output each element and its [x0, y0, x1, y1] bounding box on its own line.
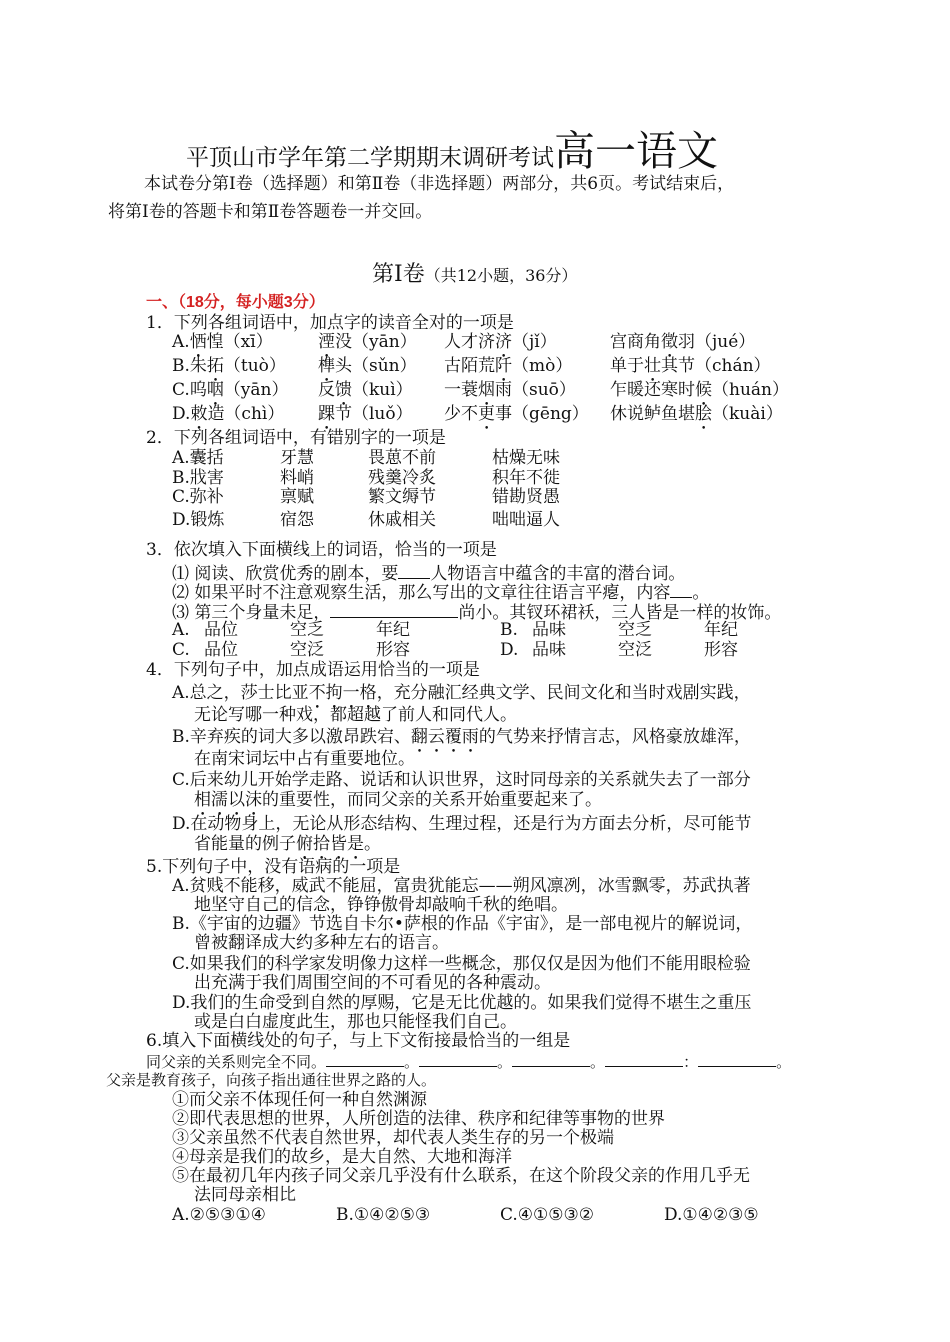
q3-sentence-2: ⑵ 如果平时不注意观察生活，那么写出的文章往往语言平瘪，内容 。 — [172, 583, 710, 603]
q1-option-d: D.敕造（chì） — [172, 404, 285, 424]
q3-sentence-1: ⑴ 阅读、欣赏优秀的剧本，要 人物语言中蕴含的丰富的潜台词。 — [172, 564, 686, 584]
q3-option-b: B. — [500, 620, 518, 640]
q4-option-a-line1: A.总之，莎士比亚不拘一格，充分融汇经典文学、民间文化和当时戏剧实践， — [172, 683, 751, 703]
q5-option-a-line1: A.贫贱不能移，威武不能屈，富贵犹能忘——朔风凛冽，冰雪飘零，苏武执著 — [172, 876, 751, 896]
q3-option-c: C. — [172, 640, 190, 660]
q4-option-d-line1: D.在动物身上，无论从形态结构、生理过程，还是行为方面去分析，尽可能节 — [172, 814, 752, 834]
q2-option-c: C.弥补 — [172, 487, 224, 507]
q2-option-d-2: 宿怨 — [280, 510, 314, 530]
title-big: 高一语文 — [554, 127, 718, 175]
q4-stem: 4．下列句子中，加点成语运用恰当的一项是 — [146, 660, 480, 680]
intro-line-2: 将第Ⅰ卷的答题卡和第Ⅱ卷答题卷一并交回。 — [108, 202, 433, 222]
q3-option-c-w2: 空泛 — [290, 640, 324, 660]
q3-option-d-w1: 品味 — [532, 640, 566, 660]
q1-option-c-4: 乍暖还寒时候（huán） — [610, 380, 789, 400]
q1-option-c-2: 反馈（kuì） — [318, 380, 413, 400]
q5-option-b-line1: B.《宇宙的边疆》节选自卡尔•萨根的作品《宇宙》，是一部电视片的解说词， — [172, 914, 753, 934]
q4-option-d-line2: 省能量的例子俯拾皆是。 — [194, 834, 381, 854]
q6-blank-2 — [419, 1050, 497, 1067]
q3-option-c-w3: 形容 — [376, 640, 410, 660]
q3-option-a: A. — [172, 620, 190, 640]
q3-option-d-w3: 形容 — [704, 640, 738, 660]
q2-option-a-3: 畏葸不前 — [368, 448, 436, 468]
q1-option-a: A.恓惶（xī） — [172, 332, 273, 352]
q5-option-d-line1: D.我们的生命受到自然的厚赐，它是无比优越的。如果我们觉得不堪生之重压 — [172, 993, 752, 1013]
q6-item-1: ①而父亲不体现任何一种自然渊源 — [172, 1090, 427, 1110]
q1-option-a-3: 人才济济（jǐ） — [444, 332, 557, 352]
q2-option-a-2: 牙慧 — [280, 448, 314, 468]
q5-option-d-line2: 或是白白虚度此生，那也只能怪我们自己。 — [194, 1012, 517, 1032]
q1-option-d-3: 少不更事（gēng） — [444, 404, 589, 424]
q3-stem: 3．依次填入下面横线上的词语，恰当的一项是 — [146, 540, 497, 560]
volume-heading — [372, 257, 577, 288]
q2-option-c-3: 繁文缛节 — [368, 487, 436, 507]
q1-option-c-3: 一蓑烟雨（suō） — [444, 380, 576, 400]
q5-option-c-line2: 出充满于我们周围空间的不可看见的各种震动。 — [194, 973, 551, 993]
q4-option-c-line1: C.后来幼儿开始学走路、说话和认识世界，这时同母亲的关系就失去了一部分 — [172, 770, 751, 790]
q1-stem: 1．下列各组词语中，加点字的读音全对的一项是 — [146, 313, 514, 333]
q3-blank-3 — [330, 601, 458, 618]
q2-option-c-4: 错勘贤愚 — [492, 487, 560, 507]
q1-option-b: B.朱拓（tuò） — [172, 356, 286, 376]
q6-option-c: C.④①⑤③② — [500, 1205, 595, 1225]
q6-passage-line1: 同父亲的关系则完全不同。 。 。 。 ： 。 — [146, 1050, 791, 1072]
q6-option-d: D.①④②③⑤ — [664, 1205, 759, 1225]
q6-blank-3 — [512, 1050, 590, 1067]
q2-option-b-3: 残羹冷炙 — [368, 468, 436, 488]
volume-sub: （共12小题，36分） — [424, 266, 578, 285]
q2-option-b: B.戕害 — [172, 468, 224, 488]
q3-option-b-w2: 空乏 — [618, 620, 652, 640]
q4-option-c-line2: 相濡以沫的重要性，而同父亲的关系开始重要起来了。 — [194, 790, 602, 810]
title-small: 平顶山市学年第二学期期末调研考试 — [186, 145, 554, 171]
q6-item-3: ③父亲虽然不代表自然世界，却代表人类生存的另一个极端 — [172, 1128, 614, 1148]
intro-line-1: 本试卷分第Ⅰ卷（选择题）和第Ⅱ卷（非选择题）两部分，共6页。考试结束后， — [144, 174, 735, 194]
q3-blank-2 — [670, 581, 692, 598]
q6-passage-line2: 父亲是教育孩子，向孩子指出通往世界之路的人。 — [106, 1071, 437, 1089]
q1-option-b-2: 榫头（sǔn） — [318, 356, 417, 376]
q3-option-d-w2: 空泛 — [618, 640, 652, 660]
q6-stem: 6.填入下面横线处的句子，与上下文衔接最恰当的一组是 — [146, 1031, 571, 1051]
q2-option-d-4: 咄咄逼人 — [492, 510, 560, 530]
q3-sentence-3: ⑶ 第三个身量未足， 尚小。其钗环裙袄，三人皆是一样的妆饰。 — [172, 603, 782, 623]
q2-option-a-4: 枯燥无味 — [492, 448, 560, 468]
q1-option-c: C.呜咽（yān） — [172, 380, 289, 400]
q3-option-c-w1: 品位 — [204, 640, 238, 660]
q6-blank-5 — [698, 1050, 776, 1067]
q3-option-a-w1: 品位 — [204, 620, 238, 640]
q6-item-5-cont: 法同母亲相比 — [194, 1185, 296, 1205]
q3-option-a-w2: 空乏 — [290, 620, 324, 640]
q4-option-b-line2: 在南宋词坛中占有重要地位。 — [194, 749, 415, 769]
q1-option-a-2: 湮没（yān） — [318, 332, 417, 352]
q3-option-b-w3: 年纪 — [704, 620, 738, 640]
volume-title: 第Ⅰ卷 — [372, 262, 425, 287]
q5-stem: 5.下列句子中，没有语病的一项是 — [146, 857, 401, 877]
q3-option-a-w3: 年纪 — [376, 620, 410, 640]
q3-option-b-w1: 品味 — [532, 620, 566, 640]
q2-option-b-2: 料峭 — [280, 468, 314, 488]
section-one-heading: 一、（18分，每小题3分） — [146, 294, 325, 311]
q1-option-d-2: 踝节（luǒ） — [318, 404, 413, 424]
exam-title — [186, 118, 718, 175]
q1-option-d-4: 休说鲈鱼堪脍（kuài） — [610, 404, 783, 424]
q6-item-2: ②即代表思想的世界，人所创造的法律、秩序和纪律等事物的世界 — [172, 1109, 665, 1129]
q5-option-b-line2: 曾被翻译成大约多种左右的语言。 — [194, 933, 449, 953]
q6-option-b: B.①④②⑤③ — [336, 1205, 431, 1225]
q6-item-5: ⑤在最初几年内孩子同父亲几乎没有什么联系，在这个阶段父亲的作用几乎无 — [172, 1166, 750, 1186]
q4-option-a-line2: 无论写哪一种戏，都超越了前人和同代人。 — [194, 705, 517, 725]
q2-option-c-2: 禀赋 — [280, 487, 314, 507]
q2-stem: 2．下列各组词语中，有错别字的一项是 — [146, 428, 446, 448]
q5-option-c-line1: C.如果我们的科学家发明像力这样一些概念，那仅仅是因为他们不能用眼检验 — [172, 954, 751, 974]
q6-option-a: A.②⑤③①④ — [172, 1205, 266, 1225]
q6-blank-1 — [326, 1050, 404, 1067]
q6-item-4: ④母亲是我们的故乡，是大自然、大地和海洋 — [172, 1147, 512, 1167]
q2-option-a: A.囊括 — [172, 448, 224, 468]
q2-option-b-4: 积年不徙 — [492, 468, 560, 488]
q1-option-b-3: 古陌荒阡（mò） — [444, 356, 573, 376]
q2-option-d-3: 休戚相关 — [368, 510, 436, 530]
q1-option-a-4: 宫商角徵羽（jué） — [610, 332, 756, 352]
q3-blank-1 — [398, 562, 430, 579]
q4-option-b-line1: B.辛弃疾的词大多以激昂跌宕、翻云覆雨的气势来抒情言志，风格豪放雄浑， — [172, 727, 751, 747]
q3-option-d: D. — [500, 640, 519, 660]
q2-option-d: D.锻炼 — [172, 510, 225, 530]
q1-option-b-4: 单于壮其节（chán） — [610, 356, 771, 376]
q5-option-a-line2: 地坚守自己的信念，铮铮傲骨却敲响千秋的绝唱。 — [194, 895, 568, 915]
q6-blank-4 — [605, 1050, 683, 1067]
